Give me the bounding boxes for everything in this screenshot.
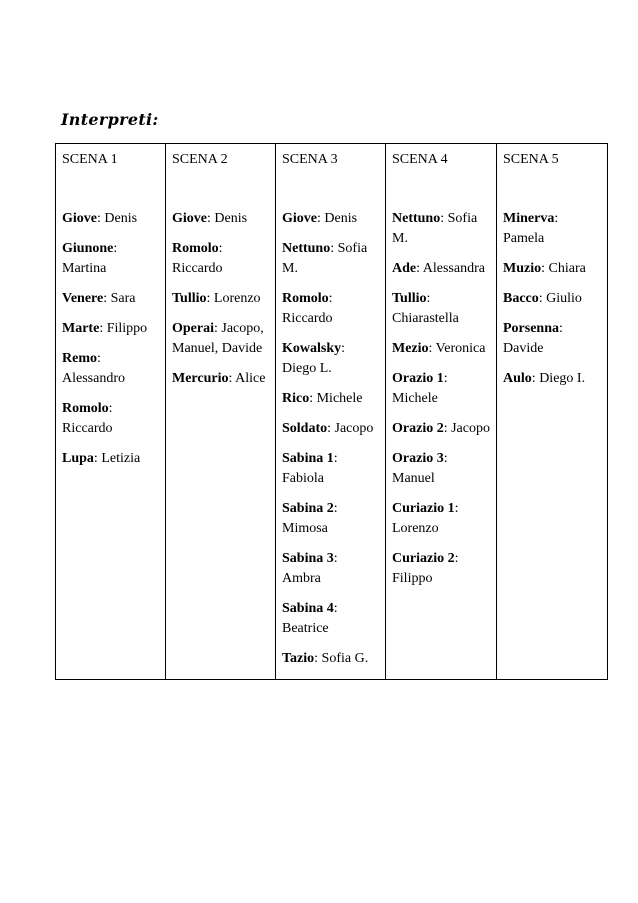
- actor-name: Mimosa: [282, 521, 328, 536]
- role-name: Curiazio 2: [392, 551, 455, 566]
- cast-entry: Nettuno: Sofia M.: [282, 241, 368, 276]
- actor-name: Sofia M.: [392, 211, 478, 246]
- cast-entry: Muzio: Chiara: [503, 261, 586, 276]
- actor-name: Jacopo, Manuel, Davide: [172, 321, 264, 356]
- role-name: Giove: [62, 211, 97, 226]
- actor-name: Martina: [62, 261, 107, 276]
- role-name: Sabina 4: [282, 601, 334, 616]
- cast-entry: Giunone: Martina: [62, 241, 118, 276]
- role-name: Sabina 2: [282, 501, 334, 516]
- actor-name: Fabiola: [282, 471, 324, 486]
- actor-name: Sara: [110, 291, 136, 306]
- cast-entry: Mezio: Veronica: [392, 341, 486, 356]
- role-name: Romolo: [62, 401, 109, 416]
- role-name: Curiazio 1: [392, 501, 455, 516]
- cast-entry: Sabina 3: Ambra: [282, 551, 338, 586]
- cast-entry: Bacco: Giulio: [503, 291, 582, 306]
- cast-entry: Venere: Sara: [62, 291, 136, 306]
- actor-name: Denis: [104, 211, 138, 226]
- actor-name: Riccardo: [62, 421, 113, 436]
- actor-name: Sofia G.: [321, 651, 369, 666]
- role-name: Kowalsky: [282, 341, 342, 356]
- actor-name: Davide: [503, 341, 544, 356]
- role-name: Remo: [62, 351, 97, 366]
- cast-entry: Romolo: Riccardo: [62, 401, 113, 436]
- role-name: Marte: [62, 321, 100, 336]
- actor-name: Alice: [235, 371, 266, 386]
- role-name: Minerva: [503, 211, 555, 226]
- role-name: Nettuno: [282, 241, 331, 256]
- cast-entry: Minerva: Pamela: [503, 211, 559, 246]
- cast-entry: Kowalsky: Diego L.: [282, 341, 346, 376]
- actor-name: Diego I.: [539, 371, 586, 386]
- role-name: Tazio: [282, 651, 315, 666]
- actor-name: Riccardo: [172, 261, 223, 276]
- role-name: Orazio 2: [392, 421, 444, 436]
- role-name: Mercurio: [172, 371, 229, 386]
- cast-entry: Orazio 3: Manuel: [392, 451, 448, 486]
- scene-4-cast-cell: [386, 197, 497, 680]
- role-name: Aulo: [503, 371, 532, 386]
- actor-name: Alessandro: [62, 371, 125, 386]
- actor-name: Ambra: [282, 571, 321, 586]
- actor-name: Michele: [392, 391, 438, 406]
- actor-name: Letizia: [101, 451, 141, 466]
- cast-entry: Nettuno: Sofia M.: [392, 211, 478, 246]
- role-name: Muzio: [503, 261, 542, 276]
- cast-entry: Ade: Alessandra: [392, 261, 485, 276]
- role-name: Romolo: [172, 241, 219, 256]
- scene-5-header: SCENA 5: [497, 144, 608, 198]
- role-name: Orazio 1: [392, 371, 444, 386]
- actor-name: Denis: [324, 211, 358, 226]
- actor-name: Riccardo: [282, 311, 333, 326]
- role-name: Mezio: [392, 341, 429, 356]
- actor-name: Alessandra: [422, 261, 485, 276]
- scene-3-header: SCENA 3: [276, 144, 386, 198]
- cast-entry: Orazio 1: Michele: [392, 371, 448, 406]
- role-name: Giunone: [62, 241, 114, 256]
- scene-1-header: SCENA 1: [56, 144, 166, 198]
- actor-name: Sofia M.: [282, 241, 368, 276]
- cast-entry: Curiazio 1: Lorenzo: [392, 501, 459, 536]
- role-name: Nettuno: [392, 211, 441, 226]
- cast-row: [56, 197, 608, 680]
- actor-name: Pamela: [503, 231, 545, 246]
- role-name: Giove: [282, 211, 317, 226]
- scene-2-cast-cell: [166, 197, 276, 680]
- actor-name: Lorenzo: [213, 291, 261, 306]
- role-name: Giove: [172, 211, 207, 226]
- actor-name: Giulio: [546, 291, 582, 306]
- cast-entry: Tazio: Sofia G.: [282, 651, 369, 666]
- cast-entry: Sabina 4: Beatrice: [282, 601, 338, 636]
- scene-5-cast-cell: [497, 197, 608, 680]
- role-name: Operai: [172, 321, 214, 336]
- cast-entry: Giove: Denis: [282, 211, 358, 226]
- actor-name: Michele: [316, 391, 363, 406]
- actor-name: Manuel: [392, 471, 435, 486]
- role-name: Rico: [282, 391, 310, 406]
- actor-name: Jacopo: [334, 421, 374, 436]
- actor-name: Jacopo: [451, 421, 490, 436]
- role-name: Tullio: [392, 291, 427, 306]
- cast-entry: Sabina 1: Fabiola: [282, 451, 338, 486]
- cast-entry: Porsenna: Davide: [503, 321, 563, 356]
- cast-entry: Rico: Michele: [282, 391, 363, 406]
- cast-entry: Giove: Denis: [62, 211, 138, 226]
- role-name: Venere: [62, 291, 104, 306]
- role-name: Porsenna: [503, 321, 559, 336]
- cast-entry: Romolo: Riccardo: [282, 291, 333, 326]
- role-name: Sabina 1: [282, 451, 334, 466]
- cast-entry: Aulo: Diego I.: [503, 371, 586, 386]
- scene-3-cast-cell: [276, 197, 386, 680]
- actor-name: Veronica: [435, 341, 486, 356]
- cast-entry: Tullio: Chiarastella: [392, 291, 459, 326]
- cast-entry: Soldato: Jacopo: [282, 421, 374, 436]
- scene-header-row: [56, 144, 608, 198]
- cast-entry: Lupa: Letizia: [62, 451, 141, 466]
- cast-entry: Giove: Denis: [172, 211, 248, 226]
- role-name: Sabina 3: [282, 551, 334, 566]
- actor-name: Denis: [214, 211, 248, 226]
- role-name: Bacco: [503, 291, 539, 306]
- cast-entry: Marte: Filippo: [62, 321, 148, 336]
- cast-entry: Remo: Alessandro: [62, 351, 125, 386]
- scene-4-header: SCENA 4: [386, 144, 497, 198]
- cast-entry: Mercurio: Alice: [172, 371, 266, 386]
- role-name: Ade: [392, 261, 417, 276]
- role-name: Tullio: [172, 291, 207, 306]
- scene-2-header: SCENA 2: [166, 144, 276, 198]
- cast-entry: Orazio 2: Jacopo: [392, 421, 490, 436]
- role-name: Soldato: [282, 421, 328, 436]
- role-name: Romolo: [282, 291, 329, 306]
- scene-1-cast-cell: [56, 197, 166, 680]
- actor-name: Filippo: [106, 321, 148, 336]
- actor-name: Chiara: [548, 261, 586, 276]
- cast-entry: Romolo: Riccardo: [172, 241, 223, 276]
- cast-entry: Operai: Jacopo, Manuel, Davide: [172, 321, 264, 356]
- actor-name: Lorenzo: [392, 521, 439, 536]
- role-name: Lupa: [62, 451, 94, 466]
- actor-name: Diego L.: [282, 361, 332, 376]
- role-name: Orazio 3: [392, 451, 444, 466]
- cast-entry: Sabina 2: Mimosa: [282, 501, 338, 536]
- cast-table: [55, 143, 608, 680]
- page-heading: Interpreti:: [61, 110, 159, 129]
- actor-name: Filippo: [392, 571, 433, 586]
- cast-entry: Curiazio 2: Filippo: [392, 551, 459, 586]
- actor-name: Beatrice: [282, 621, 329, 636]
- actor-name: Chiarastella: [392, 311, 459, 326]
- cast-entry: Tullio: Lorenzo: [172, 291, 261, 306]
